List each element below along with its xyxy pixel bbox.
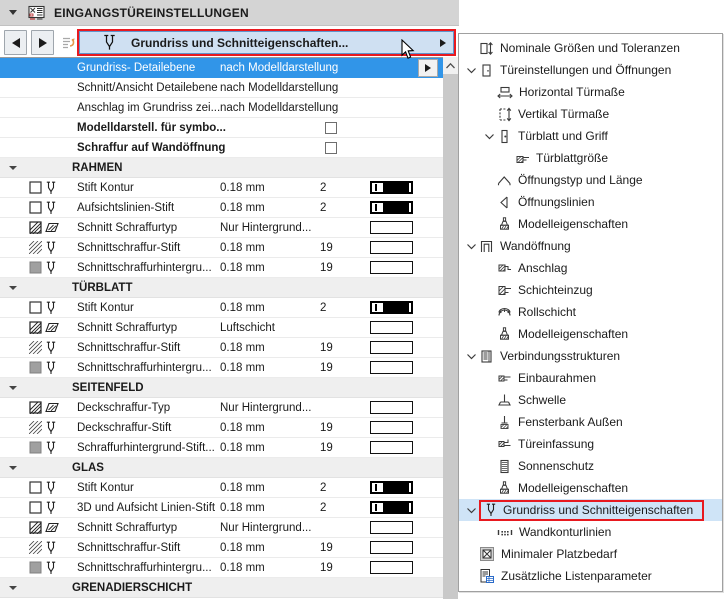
table-scrollbar[interactable] [443,57,458,599]
pen-preview[interactable] [370,481,413,494]
hatch-type-icon [45,521,59,534]
row-icons [0,241,77,255]
hatch-square-icon [29,321,42,334]
menu-item[interactable] [459,103,722,125]
preview-cell [370,201,417,214]
contour-lines-icon [497,525,513,540]
property-value[interactable]: Nur Hintergrund... [220,401,312,414]
page-selector-dropdown[interactable] [79,31,454,54]
property-value[interactable]: 0.18 mm [220,241,265,254]
property-value[interactable]: 0.18 mm [220,181,265,194]
menu-item-label: Verbindungsstrukturen [500,349,621,363]
menu-item[interactable] [459,257,722,279]
table-row[interactable] [0,218,443,238]
hatch-square-icon [29,221,42,234]
menu-item[interactable] [459,367,722,389]
horizontal-dim-icon [497,85,513,100]
table-row[interactable] [0,258,443,278]
row-icons [0,301,77,315]
property-label: Deckschraffur-Typ [77,401,171,414]
table-section-row[interactable] [0,378,443,398]
table-row[interactable] [0,358,443,378]
section-label: TÜRBLATT [72,281,133,294]
pen-icon [102,34,117,51]
menu-item-label: Sonnenschutz [518,459,595,473]
hatch-corner-icon [515,151,530,166]
table-row[interactable] [0,198,443,218]
menu-item[interactable] [459,477,722,499]
opening-lines-icon [497,195,512,210]
table-row[interactable] [0,98,443,118]
section-label: RAHMEN [72,161,123,174]
page-selector-label: Grundriss und Schnitteigenschaften... [131,35,349,50]
menu-item-label: Rollschicht [518,305,577,319]
table-row[interactable] [0,298,443,318]
table-row[interactable] [0,138,443,158]
settings-page-menu [458,33,723,592]
row-icons [0,501,77,515]
threshold-icon [497,393,512,408]
pen-number[interactable]: 2 [320,301,327,314]
section-label: SEITENFELD [72,381,144,394]
property-label: Grundriss- Detailebene [77,61,196,74]
preview-cell [370,241,417,254]
table-row[interactable] [0,78,443,98]
pen-number[interactable]: 19 [320,561,333,574]
menu-item[interactable] [459,147,722,169]
property-value[interactable]: 0.18 mm [220,481,265,494]
square-outline-icon [29,481,42,494]
table-row[interactable] [0,118,443,138]
menu-item-label: Fensterbank Außen [518,415,623,429]
empty-preview[interactable] [370,421,413,434]
property-value[interactable]: 0.18 mm [220,541,265,554]
menu-item[interactable] [459,301,722,323]
door-schedule-icon [27,5,46,21]
table-row[interactable] [0,518,443,538]
menu-item-label: Modelleigenschaften [518,481,629,495]
wall-opening-icon [479,239,494,254]
brush-icon [497,217,512,232]
pen-icon [45,261,57,275]
section-collapse-icon[interactable] [9,166,17,170]
table-section-row[interactable] [0,278,443,298]
property-label: Schraffurhintergrund-Stift... [77,441,215,454]
hatch-square-icon [29,401,42,414]
selected-item-highlight [479,500,704,521]
hatch-type-icon [45,401,59,414]
property-label: Deckschraffur-Stift [77,421,172,434]
chevron-down-icon[interactable] [463,506,479,515]
empty-preview[interactable] [370,221,413,234]
brush-icon [497,327,512,342]
square-outline-icon [29,301,42,314]
empty-preview[interactable] [370,561,413,574]
table-row[interactable] [0,558,443,578]
pen-preview[interactable] [370,181,413,194]
menu-item-label: Nominale Größen und Toleranzen [500,41,680,55]
property-label: Schnittschraffurhintergru... [77,561,212,574]
menu-item[interactable] [459,213,722,235]
property-label: Schnitt/Ansicht Detailebene [77,81,218,94]
dropdown-arrow-icon [440,39,446,47]
pen-icon [485,503,497,517]
menu-item[interactable] [459,59,722,81]
property-label: Stift Kontur [77,181,134,194]
preview-cell [370,421,417,434]
gray-square-icon [29,561,42,574]
menu-item[interactable] [459,389,722,411]
property-label: Anschlag im Grundriss zei... [77,101,221,114]
pen-icon [45,441,57,455]
menu-item-label: Türeinstellungen und Öffnungen [500,63,672,77]
row-icons [0,521,77,534]
chevron-down-icon[interactable] [481,132,497,141]
previous-page-button[interactable] [4,30,27,55]
property-label: Modelldarstell. für symbo... [77,121,226,134]
gray-square-icon [29,361,42,374]
square-outline-icon [29,181,42,194]
pen-icon [45,241,57,255]
property-value[interactable]: 0.18 mm [220,201,265,214]
properties-table [0,57,443,598]
chevron-down-icon[interactable] [463,66,479,75]
light-hatch-icon [29,541,42,554]
menu-item-label: Anschlag [518,261,568,275]
menu-item-label: Öffnungstyp und Länge [518,173,643,187]
menu-item-label: Schichteinzug [518,283,593,297]
preview-cell [370,481,417,494]
preview-cell [370,341,417,354]
property-value[interactable]: nach Modelldarstellung [220,81,339,94]
menu-item[interactable] [459,323,722,345]
property-value[interactable]: nach Modelldarstellung [220,61,339,74]
chevron-down-icon[interactable] [463,352,479,361]
pen-number[interactable]: 19 [320,261,333,274]
table-row[interactable] [0,318,443,338]
hatch-type-icon [45,221,59,234]
property-value[interactable]: 0.18 mm [220,561,265,574]
section-collapse-icon[interactable] [9,286,17,290]
row-icons [0,541,77,555]
pen-number[interactable]: 19 [320,241,333,254]
pen-number[interactable]: 19 [320,361,333,374]
property-value[interactable]: Luftschicht [220,321,275,334]
arrow-right-icon [425,64,431,72]
menu-item[interactable] [459,499,722,521]
list-params-icon [479,568,495,584]
transfer-settings-icon [60,34,78,51]
menu-item[interactable] [459,433,722,455]
section-label: GLAS [72,461,104,474]
door-height-icon [479,41,494,56]
row-icons [0,201,77,215]
pen-icon [45,501,57,515]
preview-cell [370,541,417,554]
pen-icon [45,181,57,195]
preview-cell [370,181,417,194]
preview-cell [370,521,417,534]
property-value[interactable]: Nur Hintergrund... [220,221,312,234]
checkbox[interactable] [325,122,337,134]
door-icon [479,63,494,78]
row-icons [0,261,77,275]
row-icons [0,421,77,435]
menu-item[interactable] [459,521,722,543]
property-value[interactable]: 0.18 mm [220,301,265,314]
pen-icon [45,481,57,495]
preview-cell [370,301,417,314]
sill-icon [497,415,512,430]
pen-icon [45,301,57,315]
menu-item-label: Schwelle [518,393,567,407]
pen-preview[interactable] [370,301,413,314]
menu-item[interactable] [459,543,722,565]
property-label: Schnittschraffur-Stift [77,241,181,254]
table-row[interactable] [0,498,443,518]
menu-item[interactable] [459,565,722,587]
property-label: Schnittschraffurhintergru... [77,361,212,374]
menu-item-label: Türblatt und Griff [518,129,608,143]
panel-title: EINGANGSTÜREINSTELLUNGEN [54,5,249,20]
property-value[interactable]: 0.18 mm [220,361,265,374]
hatch-type-icon [45,321,59,334]
menu-item-label: Horizontal Türmaße [519,85,625,99]
pen-number[interactable]: 19 [320,341,333,354]
menu-item-label: Wandkonturlinien [519,525,612,539]
pen-number[interactable]: 19 [320,421,333,434]
preview-cell [370,501,417,514]
section-label: GRENADIERSCHICHT [72,581,193,594]
light-hatch-icon [29,241,42,254]
property-label: Schnittschraffur-Stift [77,541,181,554]
table-row[interactable] [0,438,443,458]
shading-icon [497,459,512,474]
square-outline-icon [29,201,42,214]
section-collapse-icon[interactable] [9,466,17,470]
next-page-button[interactable] [31,30,54,55]
settings-toolbar [0,29,459,56]
property-label: Aufsichtslinien-Stift [77,201,175,214]
structures-icon [479,349,494,364]
table-row[interactable] [0,58,443,78]
row-options-button[interactable] [418,59,438,77]
pen-number[interactable]: 19 [320,441,333,454]
menu-item-label: Türblattgröße [536,151,609,165]
empty-preview[interactable] [370,321,413,334]
pen-number[interactable]: 2 [320,501,327,514]
table-row[interactable] [0,338,443,358]
menu-item-label: Modelleigenschaften [518,327,629,341]
arch-icon [497,305,512,320]
table-section-row[interactable] [0,158,443,178]
square-outline-icon [29,501,42,514]
section-collapse-icon[interactable] [9,386,17,390]
menu-item-label: Türeinfassung [518,437,595,451]
preview-cell [370,401,417,414]
pen-number[interactable]: 2 [320,481,327,494]
min-space-icon [479,546,495,562]
empty-preview[interactable] [370,241,413,254]
property-value[interactable]: 0.18 mm [220,341,265,354]
row-icons [0,321,77,334]
empty-preview[interactable] [370,441,413,454]
table-row[interactable] [0,398,443,418]
property-value[interactable]: 0.18 mm [220,441,265,454]
arrow-right-icon [39,38,47,48]
property-value[interactable]: 0.18 mm [220,501,265,514]
property-value[interactable]: Nur Hintergrund... [220,521,312,534]
pen-icon [45,361,57,375]
preview-cell [370,441,417,454]
property-value[interactable]: nach Modelldarstellung [220,101,339,114]
pen-icon [45,341,57,355]
table-section-row[interactable] [0,578,443,598]
property-label: 3D und Aufsicht Linien-Stift [77,501,216,514]
empty-preview[interactable] [370,521,413,534]
pen-number[interactable]: 2 [320,201,327,214]
menu-item-label: Minimaler Platzbedarf [501,547,618,561]
pen-icon [45,541,57,555]
arrow-left-icon [12,38,20,48]
reveal-icon [497,261,512,276]
brush-icon [497,481,512,496]
property-label: Schnitt Schraffurtyp [77,221,178,234]
door-leaf-icon [497,129,512,144]
frame-icon [497,371,512,386]
light-hatch-icon [29,341,42,354]
menu-item-label: Vertikal Türmaße [518,107,610,121]
pen-icon [45,201,57,215]
pen-number[interactable]: 19 [320,541,333,554]
collapse-triangle-icon[interactable] [9,10,17,15]
menu-item[interactable] [459,235,722,257]
opening-type-icon [497,173,512,188]
property-label: Stift Kontur [77,481,134,494]
property-label: Schnittschraffurhintergru... [77,261,212,274]
row-icons [0,221,77,234]
chevron-up-icon [445,62,456,70]
property-label: Schraffur auf Wandöffnung [77,141,226,154]
row-icons [0,401,77,414]
menu-item[interactable] [459,81,722,103]
page-selector-highlight [77,29,456,56]
scroll-up-button[interactable] [443,57,458,74]
table-row[interactable] [0,538,443,558]
menu-item[interactable] [459,455,722,477]
menu-item-label: Einbaurahmen [518,371,597,385]
menu-item-label: Modelleigenschaften [518,217,629,231]
property-label: Schnittschraffur-Stift [77,341,181,354]
property-label: Stift Kontur [77,301,134,314]
empty-preview[interactable] [370,341,413,354]
table-section-row[interactable] [0,458,443,478]
menu-item[interactable] [459,37,722,59]
table-row[interactable] [0,178,443,198]
preview-cell [370,561,417,574]
property-label: Schnitt Schraffurtyp [77,321,178,334]
casing-icon [497,437,512,452]
empty-preview[interactable] [370,361,413,374]
row-icons [0,341,77,355]
vertical-dim-icon [497,107,512,122]
layer-inset-icon [497,283,512,298]
checkbox[interactable] [325,142,337,154]
empty-preview[interactable] [370,401,413,414]
chevron-down-icon[interactable] [463,242,479,251]
menu-item-label: Zusätzliche Listenparameter [501,569,652,583]
menu-item[interactable] [459,411,722,433]
light-hatch-icon [29,421,42,434]
preview-cell [370,321,417,334]
hatch-square-icon [29,521,42,534]
empty-preview[interactable] [370,261,413,274]
menu-item-label: Öffnungslinien [518,195,595,209]
pen-preview[interactable] [370,201,413,214]
property-value[interactable]: 0.18 mm [220,421,265,434]
menu-item-label: Wandöffnung [500,239,571,253]
panel-header [0,0,459,26]
pen-icon [45,421,57,435]
pen-preview[interactable] [370,501,413,514]
table-row[interactable] [0,418,443,438]
empty-preview[interactable] [370,541,413,554]
menu-item-label: Grundriss und Schnitteigenschaften [503,503,694,517]
table-row[interactable] [0,478,443,498]
row-icons [0,361,77,375]
row-icons [0,441,77,455]
pen-icon [45,561,57,575]
property-label: Schnitt Schraffurtyp [77,521,178,534]
property-value[interactable]: 0.18 mm [220,261,265,274]
preview-cell [370,221,417,234]
table-row[interactable] [0,238,443,258]
gray-square-icon [29,441,42,454]
menu-item[interactable] [459,169,722,191]
pen-number[interactable]: 2 [320,181,327,194]
preview-cell [370,261,417,274]
menu-item[interactable] [459,345,722,367]
row-icons [0,481,77,495]
menu-item[interactable] [459,191,722,213]
row-icons [0,561,77,575]
section-collapse-icon[interactable] [9,586,17,590]
menu-item[interactable] [459,279,722,301]
gray-square-icon [29,261,42,274]
preview-cell [370,361,417,374]
menu-item[interactable] [459,125,722,147]
row-icons [0,181,77,195]
